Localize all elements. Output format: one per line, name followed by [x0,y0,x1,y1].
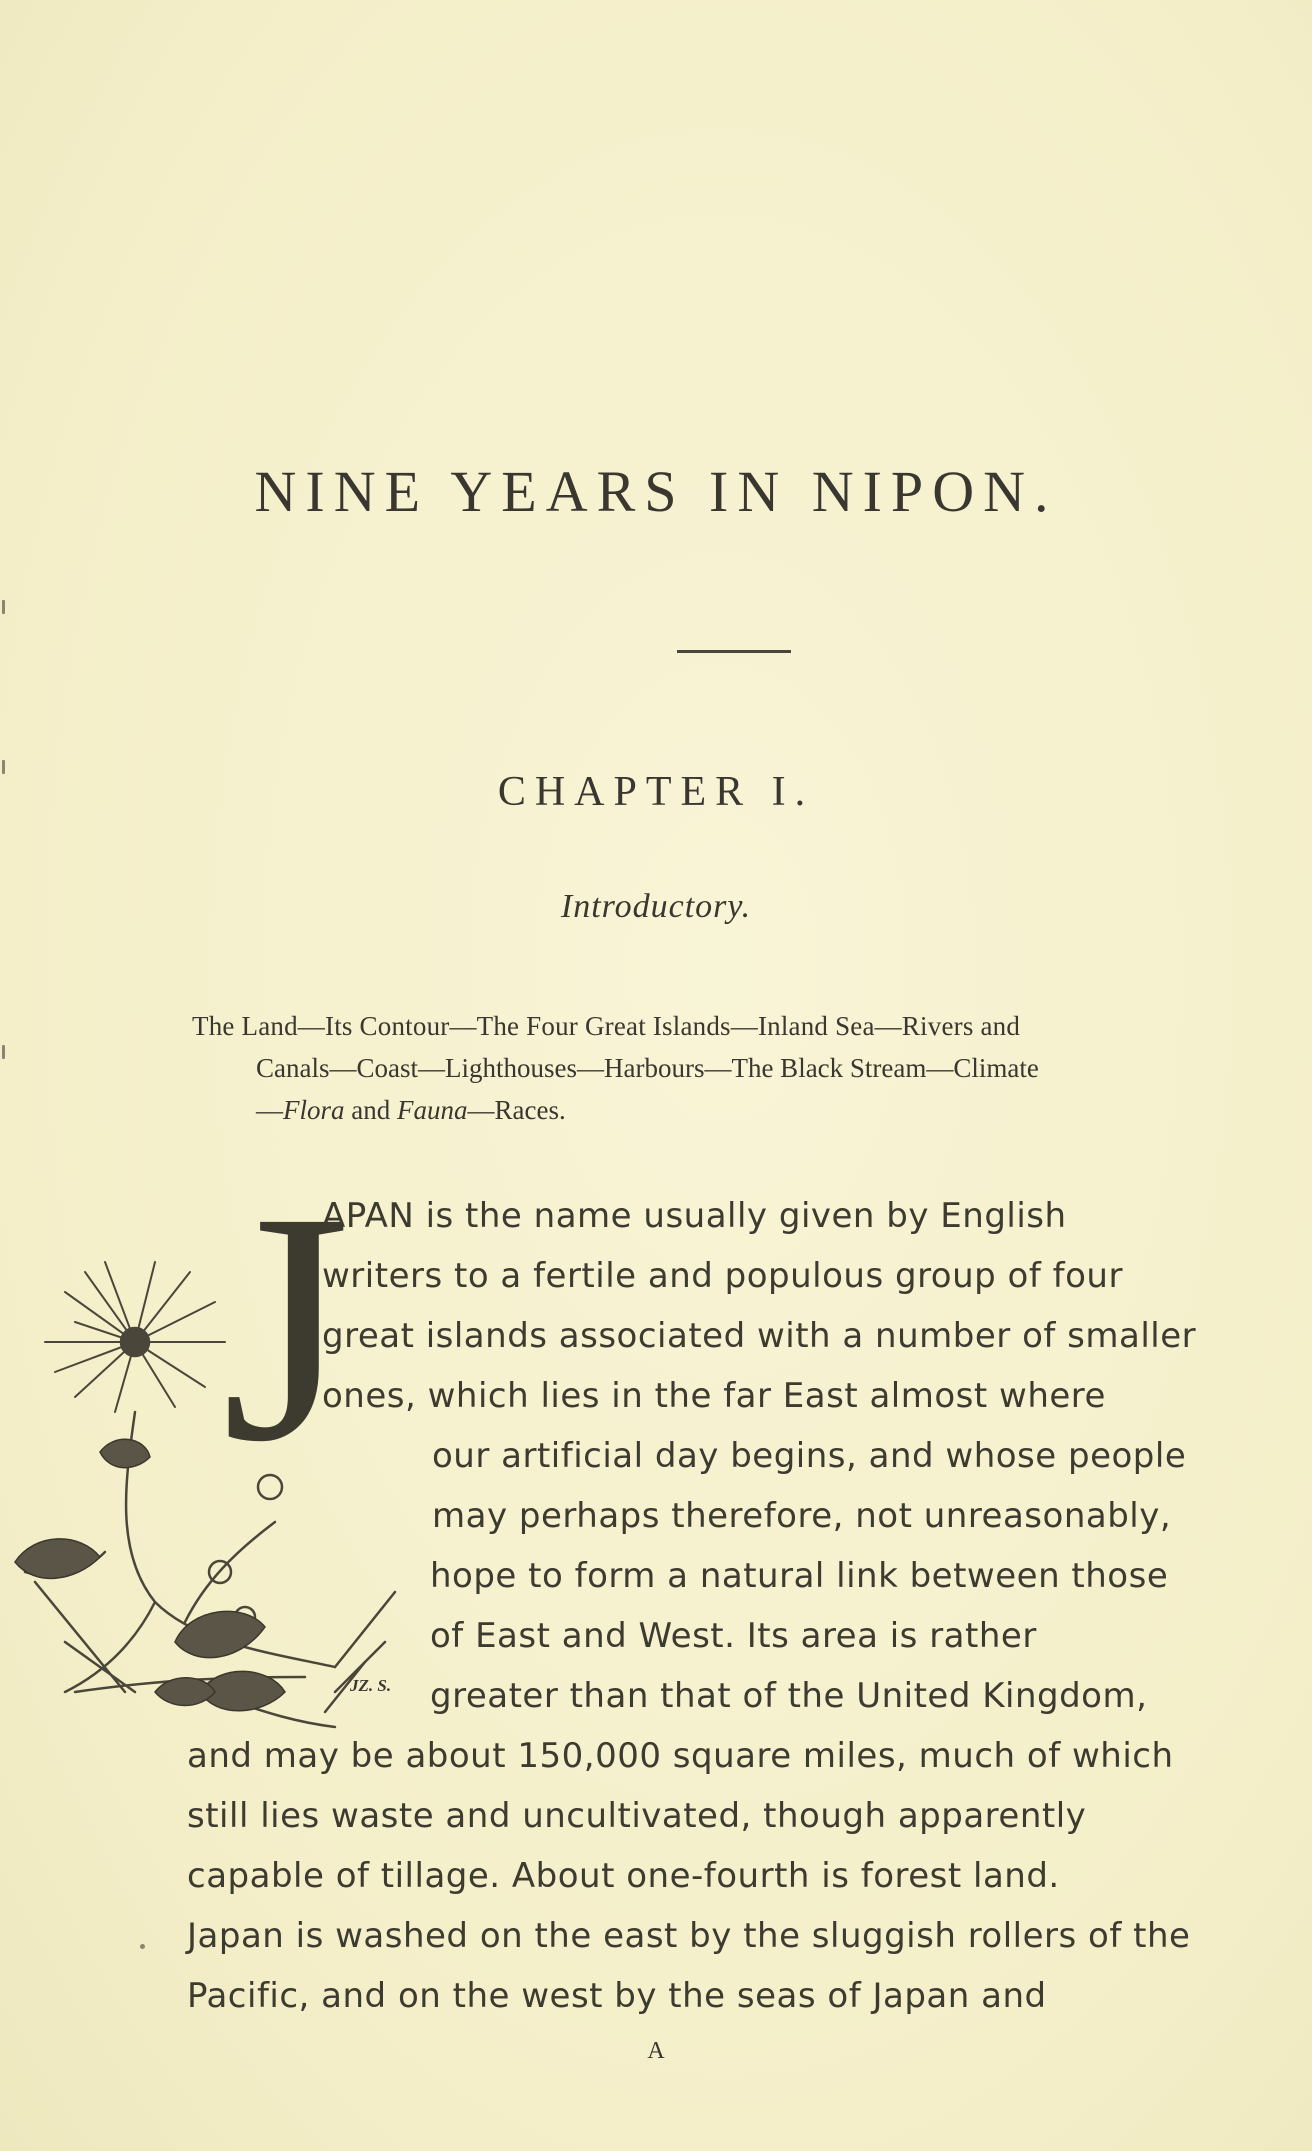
body-line: Japan is washed on the east by the sluggish rollers of the [187,1916,1191,1956]
margin-mark [2,600,5,614]
body-line: ones, which lies in the far East almost where [322,1376,1106,1416]
body-line: Pacific, and on the west by the seas of Japan and [187,1976,1047,2016]
body-line: hope to form a natural link between those [430,1556,1169,1596]
synopsis-fauna: Fauna [397,1095,468,1125]
chapter-subtitle: Introductory. [560,888,752,925]
body-line: APAN is the name usually given by English [322,1196,1067,1236]
margin-mark [2,1045,5,1059]
body-line: of East and West. Its area is rather [430,1616,1037,1656]
body-line: great islands associated with a number of smaller [322,1316,1197,1356]
synopsis-and: and [344,1095,397,1125]
body-line: writers to a fertile and populous group of four [322,1256,1123,1296]
synopsis-line [192,1089,1262,1131]
body-line: may perhaps therefore, not unreasonably, [432,1496,1172,1536]
paper-speck [140,1944,145,1949]
chapter-heading: CHAPTER I. [497,769,815,815]
book-title: NINE YEARS IN NIPON. [254,459,1058,524]
synopsis-line: Canals—Coast—Lighthouses—Harbours—The Black Stream—Climate [256,1053,1039,1083]
body-line: and may be about 150,000 square miles, much of which [187,1736,1174,1776]
body-line: our artificial day begins, and whose people [432,1436,1187,1476]
chapter-synopsis [192,1005,1262,1131]
synopsis-flora: Flora [283,1095,345,1125]
margin-mark [2,760,5,774]
drop-cap-glyph: J [221,1145,351,1510]
engraver-initials: JZ. S. [350,1676,392,1695]
body-line: still lies waste and uncultivated, though apparently [187,1796,1087,1836]
synopsis-line: The Land—Its Contour—The Four Great Islands—Inland Sea—Rivers and [192,1011,1021,1041]
title-rule [677,650,791,653]
synopsis-tail: —Races. [467,1095,566,1125]
page-signature: A [647,2038,665,2064]
synopsis-dash: — [256,1095,283,1125]
body-line: capable of tillage. About one-fourth is forest land. [187,1856,1060,1896]
drop-cap-letter [221,1145,351,1510]
body-line: greater than that of the United Kingdom, [430,1676,1148,1716]
